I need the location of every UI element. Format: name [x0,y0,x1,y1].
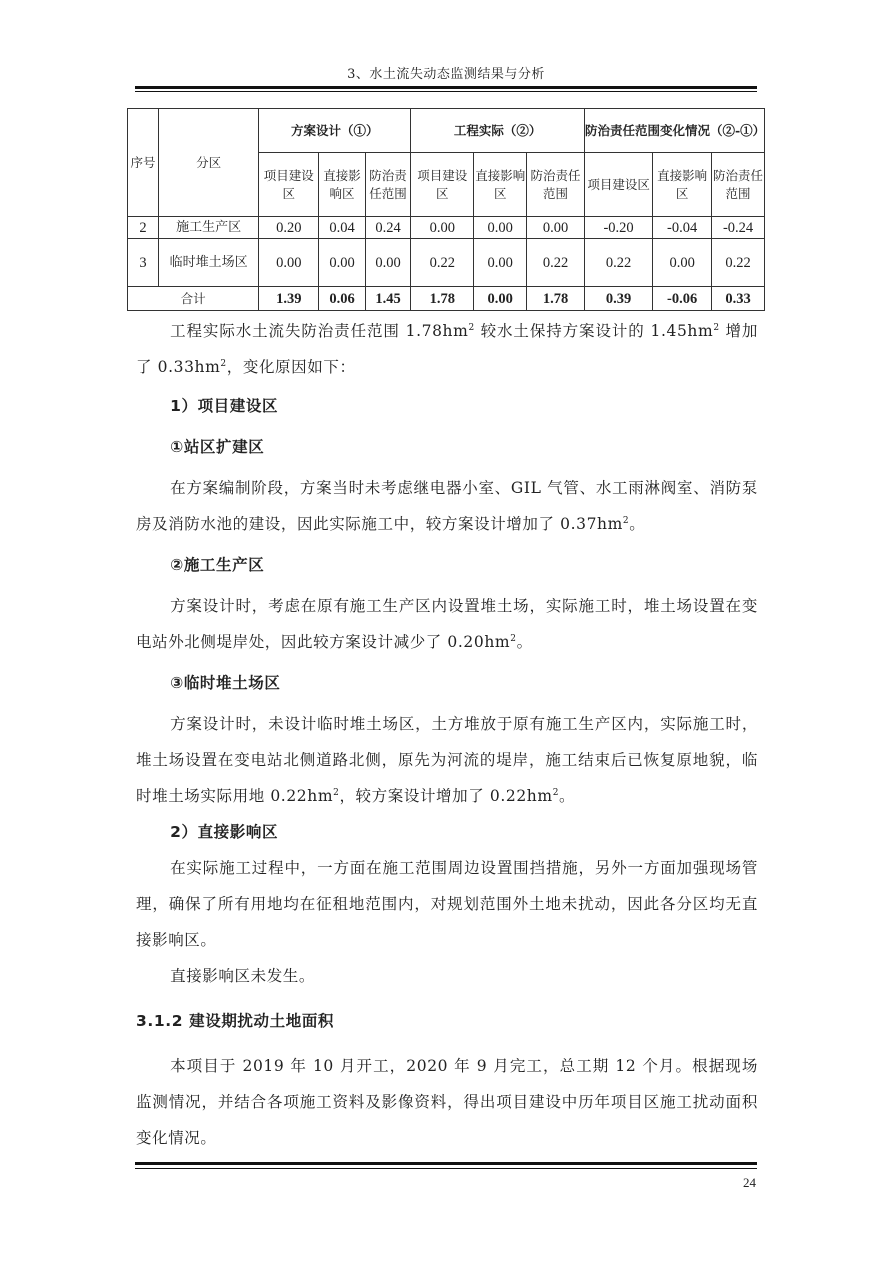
table-row [128,239,765,287]
row-seq: 3 [128,239,159,287]
subheader-direct: 直接影响区 [474,153,527,217]
subheader-direct: 直接影响区 [653,153,712,217]
section-heading: 3.1.2 建设期扰动土地面积 [136,1012,335,1030]
total-cell: 1.39 [259,287,319,311]
total-cell: 1.78 [411,287,474,311]
page-header-title: 3、水土流失动态监测结果与分析 [347,67,545,82]
paragraph-disturbed-area: 本项目于 2019 年 10 月开工，2020 年 9 月完工，总工期 12 个月。根据现场监测情况，并结合各项施工资料及影像资料，得出项目建设中历年项目区施工扰动面积变化情况。 [136,1057,758,1147]
table-cell: 0.00 [365,239,411,287]
total-cell: 0.00 [474,287,527,311]
table-cell: 0.20 [259,217,319,239]
total-cell: 0.06 [319,287,366,311]
table-row [128,217,765,239]
header-group-actual: 工程实际（②） [411,109,585,153]
subheader-resp: 防治责任范围 [365,153,411,217]
table-cell: 0.22 [584,239,652,287]
heading-station-expansion: ①站区扩建区 [170,438,265,456]
header-rule-thick [135,86,757,89]
row-zone: 施工生产区 [159,217,259,239]
intro-paragraph: 工程实际水土流失防治责任范围 $1.78hm^2$ 较水土保持方案设计的 $1.45hm^2$ 增加了 $0.33hm^2$，变化原因如下： [136,322,758,376]
total-cell: 1.78 [527,287,585,311]
table-cell: 0.04 [319,217,366,239]
subheader-resp: 防治责任范围 [712,153,765,217]
row-seq: 2 [128,217,159,239]
body-text [136,313,758,1156]
table-cell: 0.24 [365,217,411,239]
heading-project-area: 1）项目建设区 [170,397,279,415]
table-cell: 0.22 [411,239,474,287]
table-cell: 0.22 [527,239,585,287]
table-cell: -0.04 [653,217,712,239]
header-group-change: 防治责任范围变化情况（②-①） [584,109,764,153]
paragraph-direct-impact-none: 直接影响区未发生。 [170,967,315,985]
footer-rule-thin [135,1168,757,1169]
page-number: 24 [743,1175,756,1190]
header-zone: 分区 [159,109,259,217]
table-cell: 0.00 [527,217,585,239]
heading-construction-area: ②施工生产区 [170,556,265,574]
paragraph-temporary-spoil: 方案设计时，未设计临时堆土场区，土方堆放于原有施工生产区内，实际施工时，堆土场设置在变电站北侧道路北侧，原先为河流的堤岸，施工结束后已恢复原地貌，临时堆土场实际用地 $0.22hm^2$，较方案设计增加了 $0.22hm^2$。 [136,715,758,805]
total-cell: 0.39 [584,287,652,311]
subheader-project: 项目建设区 [584,153,652,217]
header-seq: 序号 [128,109,159,217]
paragraph-direct-impact: 在实际施工过程中，一方面在施工范围周边设置围挡措施，另外一方面加强现场管理，确保了所有用地均在征租地范围内，对规划范围外土地未扰动，因此各分区均无直接影响区。 [136,859,758,949]
table-cell: 0.00 [319,239,366,287]
table-total-row [128,287,765,311]
total-cell: 1.45 [365,287,411,311]
paragraph-construction-area: 方案设计时，考虑在原有施工生产区内设置堆土场，实际施工时，堆土场设置在变电站外北侧堤岸处，因此较方案设计减少了 $0.20hm^2$。 [136,597,758,651]
responsibility-scope-table [127,108,765,311]
heading-temporary-spoil: ③临时堆土场区 [170,674,281,692]
subheader-project: 项目建设区 [259,153,319,217]
table-cell: -0.20 [584,217,652,239]
table-cell: 0.00 [653,239,712,287]
subheader-project: 项目建设区 [411,153,474,217]
paragraph-station-expansion: 在方案编制阶段，方案当时未考虑继电器小室、GIL 气管、水工雨淋阀室、消防泵房及消防水池的建设，因此实际施工中，较方案设计增加了 $0.37hm^2$。 [136,479,758,533]
heading-direct-impact: 2）直接影响区 [170,823,279,841]
table-cell: 0.00 [474,239,527,287]
table-cell: 0.00 [411,217,474,239]
table-cell: -0.24 [712,217,765,239]
total-cell: 0.33 [712,287,765,311]
footer-rule-thick [135,1162,757,1165]
header-group-plan: 方案设计（①） [259,109,411,153]
total-cell: -0.06 [653,287,712,311]
subheader-direct: 直接影响区 [319,153,366,217]
total-label: 合计 [128,287,259,311]
table-cell: 0.00 [474,217,527,239]
header-rule-thin [135,91,757,92]
table-cell: 0.00 [259,239,319,287]
table-cell: 0.22 [712,239,765,287]
subheader-resp: 防治责任范围 [527,153,585,217]
row-zone: 临时堆土场区 [159,239,259,287]
